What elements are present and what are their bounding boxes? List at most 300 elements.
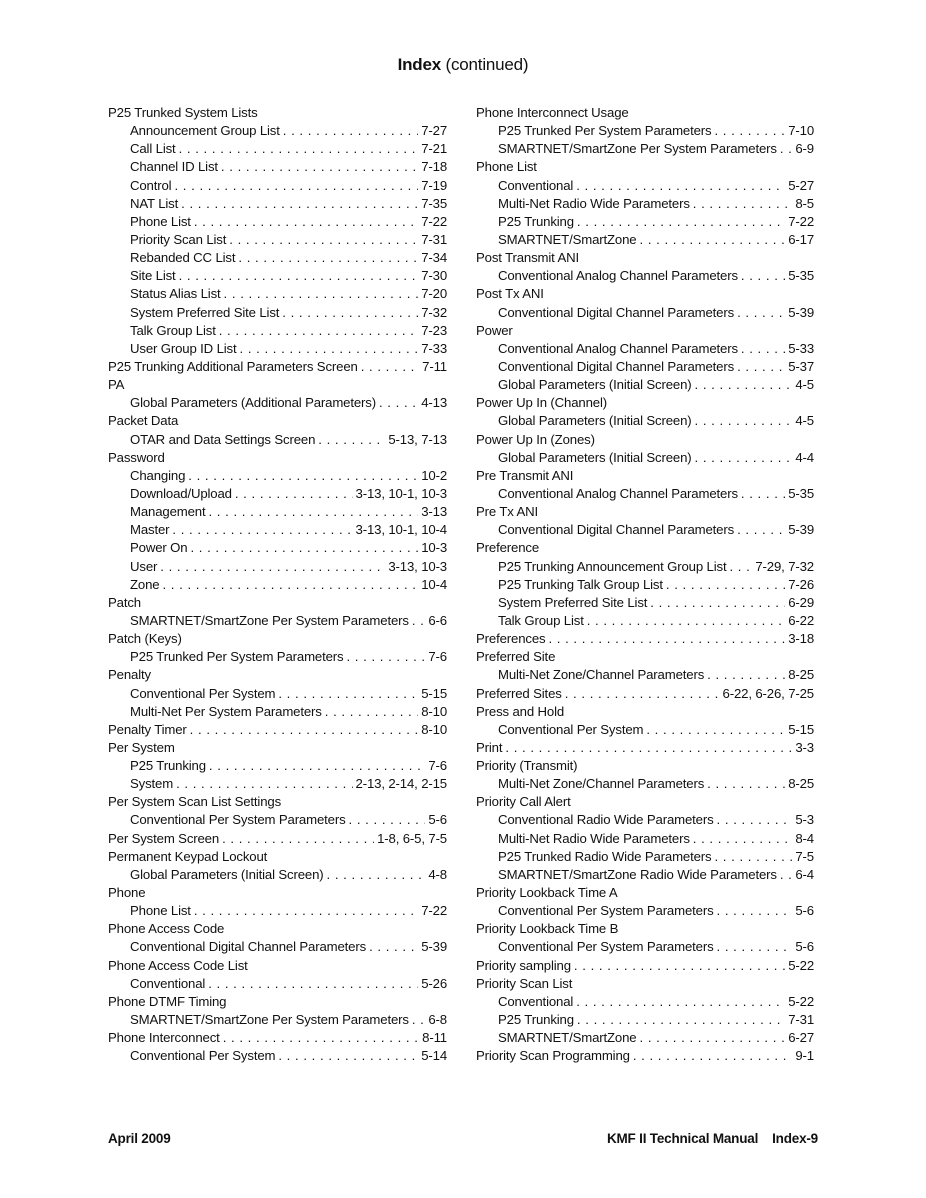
entry-page-ref: 7-31 <box>788 1012 814 1028</box>
entry-text: Multi-Net Zone/Channel Parameters <box>498 776 705 792</box>
entry-text: P25 Trunking Talk Group List <box>498 576 663 592</box>
index-subentry <box>108 975 447 993</box>
footer-manual-title: KMF II Technical Manual <box>606 1131 759 1146</box>
dot-leader <box>577 1011 785 1029</box>
dot-leader <box>565 685 720 703</box>
index-subentry <box>108 539 447 557</box>
entry-page-ref: 6-27 <box>788 1030 814 1046</box>
index-entry <box>476 685 814 703</box>
entry-text: Status Alias List <box>130 286 221 302</box>
dot-leader <box>707 666 785 684</box>
entry-text: System <box>130 776 174 792</box>
dot-leader <box>576 993 785 1011</box>
index-subentry <box>476 521 814 539</box>
entry-text: SMARTNET/SmartZone <box>498 231 637 247</box>
index-subentry <box>108 158 447 176</box>
entry-page-ref: 6-9 <box>795 141 814 157</box>
index-entry <box>476 539 814 557</box>
entry-page-ref: 7-20 <box>421 286 447 302</box>
index-subentry <box>476 304 814 322</box>
index-subentry <box>108 648 447 666</box>
entry-page-ref: 7-18 <box>421 159 447 175</box>
entry-page-ref: 6-17 <box>788 231 814 247</box>
dot-leader <box>283 122 418 140</box>
entry-page-ref: 5-13, 7-13 <box>388 431 447 447</box>
entry-page-ref: 6-8 <box>428 1012 447 1028</box>
entry-page-ref: 5-6 <box>795 939 814 955</box>
entry-text: Penalty Timer <box>108 721 187 737</box>
entry-text: Global Parameters (Additional Parameters) <box>130 395 376 411</box>
entry-text: P25 Trunked System Lists <box>108 105 258 120</box>
entry-text: Management <box>130 504 206 520</box>
dot-leader <box>640 1029 786 1047</box>
dot-leader <box>633 1047 793 1065</box>
index-subentry <box>108 558 447 576</box>
entry-text: Priority Scan Programming <box>476 1048 630 1064</box>
entry-page-ref: 5-39 <box>788 522 814 538</box>
entry-text: Conventional <box>498 177 574 193</box>
entry-page-ref: 5-22 <box>788 993 814 1009</box>
dot-leader <box>729 558 752 576</box>
entry-text: NAT List <box>130 195 179 211</box>
index-subentry <box>476 177 814 195</box>
entry-text: Preferred Sites <box>476 685 562 701</box>
index-subentry <box>476 902 814 920</box>
entry-page-ref: 5-39 <box>788 304 814 320</box>
entry-text: Multi-Net Radio Wide Parameters <box>498 830 690 846</box>
dot-leader <box>219 322 419 340</box>
entry-text: Global Parameters (Initial Screen) <box>498 377 692 393</box>
entry-text: System Preferred Site List <box>130 304 280 320</box>
index-subentry <box>108 231 447 249</box>
entry-page-ref: 10-3 <box>421 540 447 556</box>
entry-text: Conventional Analog Channel Parameters <box>498 340 738 356</box>
index-subentry <box>476 358 814 376</box>
index-subentry <box>476 267 814 285</box>
dot-leader <box>240 340 419 358</box>
dot-leader <box>576 177 785 195</box>
dot-leader <box>282 304 418 322</box>
entry-text: Priority Scan List <box>130 231 227 247</box>
dot-leader <box>209 757 425 775</box>
entry-page-ref: 7-32 <box>421 304 447 320</box>
index-subentry <box>476 449 814 467</box>
entry-text: Conventional Digital Channel Parameters <box>498 358 735 374</box>
dot-leader <box>229 231 418 249</box>
dot-leader <box>737 521 785 539</box>
entry-page-ref: 6-6 <box>428 612 447 628</box>
dot-leader <box>695 376 793 394</box>
entry-text: Talk Group List <box>130 322 216 338</box>
entry-text: Phone List <box>130 903 191 919</box>
index-subentry <box>476 775 814 793</box>
index-column-right <box>476 104 814 1065</box>
entry-page-ref: 6-22, 6-26, 7-25 <box>722 685 814 701</box>
index-subentry <box>476 594 814 612</box>
dot-leader <box>650 594 785 612</box>
entry-text: Permanent Keypad Lockout <box>108 848 268 864</box>
dot-leader <box>361 358 419 376</box>
index-subentry <box>108 431 447 449</box>
dot-leader <box>162 576 418 594</box>
entry-page-ref: 7-10 <box>788 123 814 139</box>
index-entry <box>108 920 447 938</box>
dot-leader <box>327 866 426 884</box>
entry-page-ref: 4-13 <box>421 395 447 411</box>
index-subentry <box>108 503 447 521</box>
dot-leader <box>695 449 793 467</box>
index-subentry <box>108 213 447 231</box>
entry-text: Per System Screen <box>108 830 220 846</box>
index-subentry <box>476 612 814 630</box>
index-subentry <box>108 195 447 213</box>
entry-text: Pre Tx ANI <box>476 504 539 520</box>
dot-leader <box>222 830 374 848</box>
index-subentry <box>108 394 447 412</box>
title-main: Index <box>397 55 441 74</box>
dot-leader <box>179 267 419 285</box>
entry-text: Priority Lookback Time B <box>476 921 619 937</box>
entry-page-ref: 7-21 <box>421 141 447 157</box>
entry-text: SMARTNET/SmartZone Per System Parameters <box>130 1012 409 1028</box>
dot-leader <box>741 340 785 358</box>
dot-leader <box>412 1011 426 1029</box>
entry-text: Priority Lookback Time A <box>476 885 618 901</box>
dot-leader <box>505 739 792 757</box>
entry-text: Conventional Digital Channel Parameters <box>498 304 735 320</box>
entry-text: Announcement Group List <box>130 123 280 139</box>
index-subentry <box>108 612 447 630</box>
entry-text: Post Tx ANI <box>476 286 544 302</box>
entry-page-ref: 7-6 <box>428 649 447 665</box>
index-entry <box>108 884 447 902</box>
footer-right <box>607 1131 818 1146</box>
dot-leader <box>235 485 353 503</box>
entry-text: SMARTNET/SmartZone <box>498 1030 637 1046</box>
entry-page-ref: 3-3 <box>795 739 814 755</box>
dot-leader <box>780 140 793 158</box>
index-subentry <box>108 140 447 158</box>
dot-leader <box>190 721 419 739</box>
entry-page-ref: 8-10 <box>421 703 447 719</box>
dot-leader <box>223 1029 419 1047</box>
index-subentry <box>476 721 814 739</box>
entry-text: P25 Trunking Additional Parameters Screen <box>108 358 358 374</box>
index-entry <box>476 249 814 267</box>
index-entry <box>476 467 814 485</box>
index-subentry <box>108 576 447 594</box>
entry-text: Phone List <box>476 159 537 175</box>
index-subentry <box>108 249 447 267</box>
dot-leader <box>707 775 785 793</box>
index-entry <box>476 757 814 775</box>
entry-text: Password <box>108 449 165 465</box>
dot-leader <box>640 231 786 249</box>
dot-leader <box>695 412 793 430</box>
entry-page-ref: 5-27 <box>788 177 814 193</box>
entry-page-ref: 5-35 <box>788 485 814 501</box>
index-subentry <box>476 811 814 829</box>
dot-leader <box>176 775 352 793</box>
entry-text: Patch <box>108 594 141 610</box>
index-entry <box>476 285 814 303</box>
entry-text: Conventional Per System <box>130 685 276 701</box>
index-entry <box>108 721 447 739</box>
entry-text: Packet Data <box>108 413 179 429</box>
entry-text: Conventional Per System <box>130 1048 276 1064</box>
dot-leader <box>194 902 418 920</box>
dot-leader <box>379 394 418 412</box>
index-entry <box>476 158 814 176</box>
entry-text: Multi-Net Radio Wide Parameters <box>498 195 690 211</box>
index-entry <box>108 630 447 648</box>
dot-leader <box>369 938 418 956</box>
index-entry <box>108 830 447 848</box>
index-entry <box>108 848 447 866</box>
index-subentry <box>108 177 447 195</box>
entry-page-ref: 8-11 <box>422 1030 447 1046</box>
index-subentry <box>476 231 814 249</box>
entry-text: P25 Trunking <box>498 1012 574 1028</box>
index-entry <box>108 993 447 1011</box>
index-subentry <box>476 1029 814 1047</box>
entry-text: Conventional Analog Channel Parameters <box>498 268 738 284</box>
footer-page-number: Index-9 <box>772 1131 818 1146</box>
entry-page-ref: 9-1 <box>795 1048 814 1064</box>
entry-text: P25 Trunking <box>498 213 574 229</box>
dot-leader <box>646 721 785 739</box>
entry-text: Conventional Per System <box>498 721 644 737</box>
entry-text: Phone <box>108 885 146 901</box>
index-entry <box>108 957 447 975</box>
entry-page-ref: 3-13, 10-3 <box>388 558 447 574</box>
entry-page-ref: 5-22 <box>788 957 814 973</box>
entry-page-ref: 5-3 <box>795 812 814 828</box>
entry-text: Press and Hold <box>476 703 565 719</box>
entry-text: Multi-Net Zone/Channel Parameters <box>498 667 705 683</box>
index-subentry <box>108 1047 447 1065</box>
index-subentry <box>108 267 447 285</box>
dot-leader <box>737 358 785 376</box>
entry-page-ref: 7-22 <box>421 213 447 229</box>
index-entry <box>476 793 814 811</box>
entry-page-ref: 3-13, 10-1, 10-3 <box>355 485 447 501</box>
index-subentry <box>476 485 814 503</box>
entry-text: Pre Transmit ANI <box>476 467 574 483</box>
entry-page-ref: 5-26 <box>421 975 447 991</box>
entry-page-ref: 7-11 <box>422 358 447 374</box>
entry-text: Changing <box>130 467 186 483</box>
entry-text: Priority (Transmit) <box>476 758 578 774</box>
entry-text: OTAR and Data Settings Screen <box>130 431 316 447</box>
index-subentry <box>476 576 814 594</box>
entry-page-ref: 7-35 <box>421 195 447 211</box>
entry-text: Conventional <box>130 975 206 991</box>
dot-leader <box>224 285 419 303</box>
dot-leader <box>172 521 352 539</box>
index-subentry <box>476 195 814 213</box>
index-entry <box>108 376 447 394</box>
dot-leader <box>349 811 426 829</box>
entry-text: Call List <box>130 141 176 157</box>
dot-leader <box>717 938 793 956</box>
index-entry <box>108 358 447 376</box>
dot-leader <box>577 213 785 231</box>
index-entry <box>476 503 814 521</box>
index-subentry <box>108 340 447 358</box>
dot-leader <box>714 848 792 866</box>
entry-page-ref: 8-5 <box>795 195 814 211</box>
entry-text: Global Parameters (Initial Screen) <box>498 413 692 429</box>
entry-text: Control <box>130 177 172 193</box>
index-subentry <box>108 485 447 503</box>
entry-text: SMARTNET/SmartZone Radio Wide Parameters <box>498 866 777 882</box>
dot-leader <box>587 612 786 630</box>
entry-text: Priority Scan List <box>476 975 573 991</box>
entry-text: Preference <box>476 540 540 556</box>
entry-page-ref: 7-19 <box>421 177 447 193</box>
entry-page-ref: 7-5 <box>795 848 814 864</box>
index-subentry <box>108 811 447 829</box>
dot-leader <box>174 177 418 195</box>
index-entry <box>108 1029 447 1047</box>
index-entry <box>108 666 447 684</box>
entry-text: Power Up In (Channel) <box>476 395 607 411</box>
entry-text: Multi-Net Per System Parameters <box>130 703 322 719</box>
dot-leader <box>548 630 785 648</box>
entry-page-ref: 7-22 <box>421 903 447 919</box>
index-subentry <box>108 521 447 539</box>
index-entry <box>476 975 814 993</box>
entry-page-ref: 10-2 <box>421 467 447 483</box>
entry-text: Preferred Site <box>476 649 556 665</box>
entry-page-ref: 10-4 <box>421 576 447 592</box>
entry-text: P25 Trunked Radio Wide Parameters <box>498 848 712 864</box>
dot-leader <box>208 503 418 521</box>
entry-text: Phone Interconnect Usage <box>476 105 629 120</box>
index-subentry <box>476 866 814 884</box>
dot-leader <box>574 957 785 975</box>
index-subentry <box>476 558 814 576</box>
index-subentry <box>476 993 814 1011</box>
dot-leader <box>278 685 418 703</box>
dot-leader <box>737 304 785 322</box>
index-entry <box>476 630 814 648</box>
index-subentry <box>108 285 447 303</box>
entry-text: System Preferred Site List <box>498 594 648 610</box>
entry-page-ref: 7-34 <box>421 250 447 266</box>
index-subentry <box>108 304 447 322</box>
entry-text: Power Up In (Zones) <box>476 431 595 447</box>
entry-text: P25 Trunked Per System Parameters <box>498 123 712 139</box>
entry-page-ref: 5-15 <box>421 685 447 701</box>
entry-text: User Group ID List <box>130 340 237 356</box>
entry-text: Download/Upload <box>130 485 232 501</box>
entry-page-ref: 3-13, 10-1, 10-4 <box>355 522 447 538</box>
index-entry <box>108 412 447 430</box>
entry-page-ref: 4-4 <box>795 449 814 465</box>
entry-page-ref: 8-4 <box>795 830 814 846</box>
index-subentry <box>476 340 814 358</box>
index-column-left <box>108 104 447 1065</box>
index-entry <box>476 957 814 975</box>
entry-text: Conventional <box>498 993 574 1009</box>
entry-text: Global Parameters (Initial Screen) <box>498 449 692 465</box>
index-entry <box>476 703 814 721</box>
index-entry <box>476 322 814 340</box>
index-entry <box>476 431 814 449</box>
entry-page-ref: 6-29 <box>788 594 814 610</box>
index-subentry <box>108 685 447 703</box>
entry-page-ref: 6-22 <box>788 612 814 628</box>
index-subentry <box>476 848 814 866</box>
dot-leader <box>190 539 418 557</box>
entry-text: Phone DTMF Timing <box>108 993 227 1009</box>
entry-text: Print <box>476 739 503 755</box>
dot-leader <box>717 811 793 829</box>
index-subentry <box>476 122 814 140</box>
entry-page-ref: 7-30 <box>421 268 447 284</box>
entry-page-ref: 8-25 <box>788 776 814 792</box>
index-subentry <box>108 938 447 956</box>
entry-text: Rebanded CC List <box>130 250 236 266</box>
index-entry <box>108 449 447 467</box>
entry-text: Phone Access Code List <box>108 957 248 973</box>
entry-text: P25 Trunking <box>130 758 206 774</box>
dot-leader <box>717 902 793 920</box>
entry-page-ref: 8-25 <box>788 667 814 683</box>
entry-text: Master <box>130 522 170 538</box>
entry-text: Phone Access Code <box>108 921 225 937</box>
entry-text: Phone Interconnect <box>108 1030 220 1046</box>
entry-text: SMARTNET/SmartZone Per System Parameters <box>498 141 777 157</box>
index-subentry <box>108 902 447 920</box>
entry-text: P25 Trunked Per System Parameters <box>130 649 344 665</box>
entry-text: Post Transmit ANI <box>476 250 579 266</box>
index-entry <box>476 739 814 757</box>
index-subentry <box>476 1011 814 1029</box>
entry-page-ref: 7-26 <box>788 576 814 592</box>
index-subentry <box>108 122 447 140</box>
entry-text: Channel ID List <box>130 159 218 175</box>
index-entry <box>108 594 447 612</box>
dot-leader <box>412 612 426 630</box>
entry-page-ref: 5-33 <box>788 340 814 356</box>
entry-text: Power On <box>130 540 188 556</box>
entry-text: Priority Call Alert <box>476 794 571 810</box>
entry-text: Priority sampling <box>476 957 571 973</box>
entry-text: Patch (Keys) <box>108 631 182 647</box>
entry-text: Preferences <box>476 631 546 647</box>
index-entry <box>108 739 447 757</box>
entry-page-ref: 5-35 <box>788 268 814 284</box>
entry-text: Conventional Digital Channel Parameters <box>498 522 735 538</box>
index-subentry <box>108 1011 447 1029</box>
entry-page-ref: 5-6 <box>795 903 814 919</box>
entry-text: Site List <box>130 268 176 284</box>
dot-leader <box>179 140 419 158</box>
index-subentry <box>476 213 814 231</box>
dot-leader <box>188 467 418 485</box>
entry-text: Conventional Per System Parameters <box>498 939 714 955</box>
index-entry <box>108 793 447 811</box>
dot-leader <box>741 485 785 503</box>
dot-leader <box>278 1047 418 1065</box>
entry-text: P25 Trunking Announcement Group List <box>498 558 727 574</box>
entry-page-ref: 5-39 <box>421 939 447 955</box>
dot-leader <box>181 195 418 213</box>
dot-leader <box>666 576 785 594</box>
